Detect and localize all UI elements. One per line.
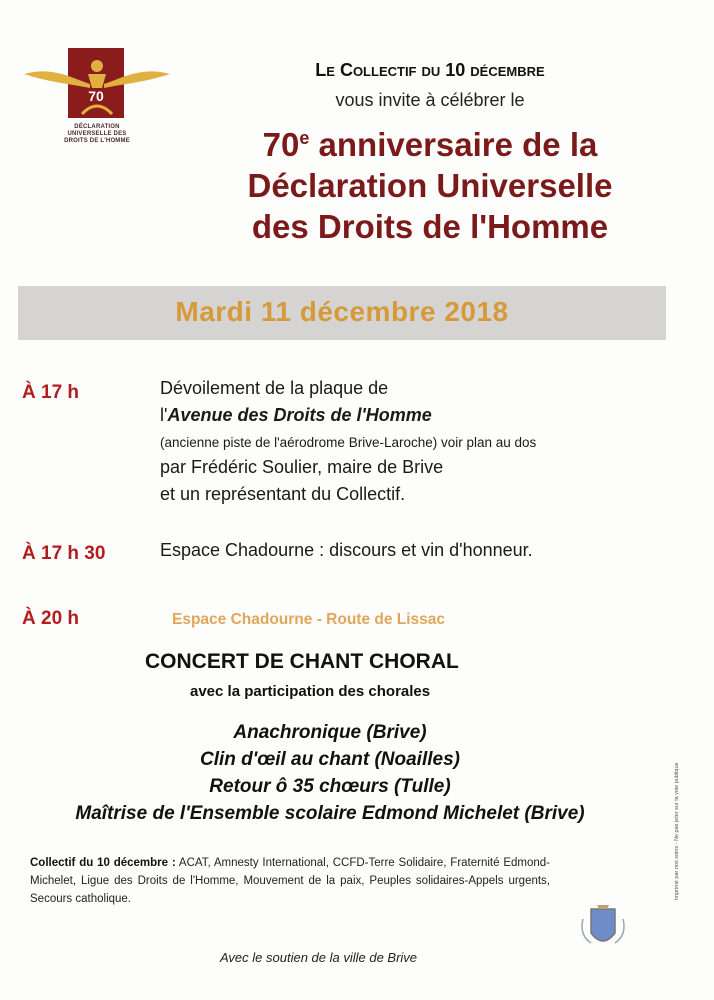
invite-line: vous invite à célébrer le [335,90,525,110]
chorale-item: Maîtrise de l'Ensemble scolaire Edmond Michelet (Brive) [75,803,585,824]
collectif-members [30,854,550,908]
brive-crest-icon [575,884,631,974]
event2-line1: Espace Chadourne : discours et vin d'honneur. [160,540,533,560]
chorale-item: Retour ô 35 chœurs (Tulle) [209,776,451,797]
event1-line2-prefix: l' [160,405,168,425]
title-number: 70 [262,126,300,163]
concert-venue: Espace Chadourne - Route de Lissac [172,611,446,628]
chorale-item: Anachronique (Brive) [233,722,427,743]
collectif-heading: Le Collectif du 10 décembre [315,60,545,80]
event1-line1: Dévoilement de la plaque de [160,378,389,398]
concert-title: CONCERT DE CHANT CHORAL [145,650,459,673]
collectif-label: Collectif du 10 décembre : [30,857,176,869]
event1-line3: (ancienne piste de l'aérodrome Brive-Laroche) voir plan au dos [160,435,537,450]
ddh-70-logo [22,44,172,164]
logo-number: 70 [88,88,104,104]
avenue-name: Avenue des Droits de l'Homme [167,405,432,425]
concert-participation: avec la participation des chorales [190,683,431,700]
event-date: Mardi 11 décembre 2018 [175,296,509,327]
title-superscript: e [299,128,310,148]
page-title [200,118,660,247]
event-time-3: À 20 h [22,608,80,629]
event-time-2: À 17 h 30 [22,543,106,564]
event1-line5: et un représentant du Collectif. [160,484,406,504]
event-time-1: À 17 h [22,382,80,403]
title-line3: des Droits de l'Homme [251,208,609,245]
event1-line2 [160,405,432,426]
print-notice: Imprimé par nos soins - Ne pas jeter sur la voie publique [674,762,680,900]
logo-subtitle: DÉCLARATION UNIVERSELLE DES DROITS DE L'HOMME [64,124,130,144]
soutien-line: Avec le soutien de la ville de Brive [220,950,418,965]
collectif-members-text: ACAT, Amnesty International, CCFD-Terre Solidaire, Fraternité Edmond-Michelet, Ligue des Droits de l'Homme, Mouvement de la paix, Peuples solidaires-Appels urgents, Secours catholique. [30,857,550,905]
chorale-item: Clin d'œil au chant (Noailles) [200,749,460,770]
title-line1-rest: anniversaire de la [309,126,598,163]
title-line2: Déclaration Universelle [247,167,613,204]
winged-figure-icon [22,44,172,124]
event1-line4: par Frédéric Soulier, maire de Brive [160,457,444,477]
